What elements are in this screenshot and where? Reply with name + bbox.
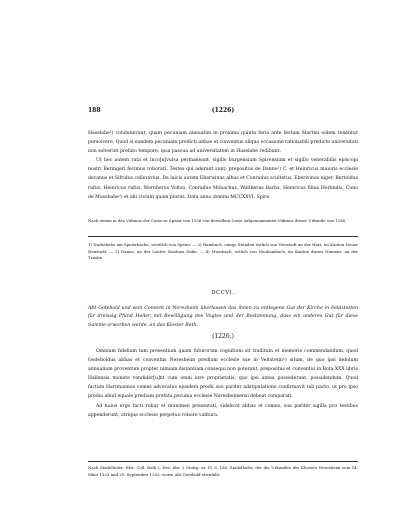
document-summary: Abt Gotebold und sein Convent in Neresheim überlassen das ihnen zu entlegene Gut der Kirche in Feldstetten für dreissig Pfund Heller, mit Bewilligung des Vogtes und der Bestimmung, dass ein anderes Gut für diese Summe erworben werde, an das Kloster Roth. (88, 306, 358, 328)
footnotes-previous: 1) Ducksbuhe am Speierbache, westlich von Speier. — 2) Hambach, einige Stunden östlich von Neustadt an der Hart, im Kanton Neuer Neustadt. — 3) Danne, an der Lauter, Kantons Dahn. — 4) Mussbach, östlich von Neuhambach, im Kanton dieses Namens, an der Traube. (88, 242, 358, 261)
running-year: (1226) (211, 107, 235, 114)
paragraph: Ad huius ergo facti robur et munimen presentati, videlicet abbas et comes, sua pariter sigilla pro testibus appenderunt, utrique ecclesie perpetuo robore valitura. (88, 403, 358, 418)
document-number: DCCVI. (211, 290, 235, 296)
footnote-divider (88, 461, 358, 462)
paragraph: Haselahe¹) condunerunt, quam pecuniam annuatim in proxima quinta feria ante festum Martini eidem tenentur persolvere. Quod si eandem pecuniam predicti abbas et conventus aliqua occasione rationabili predicte universitati non solverint prefato tempore, ipsa pascua ad universitatem in Haselahe redibunt. (88, 131, 359, 155)
page-number: 188 (88, 107, 101, 114)
document-year: (1226.) (212, 333, 234, 340)
previous-document-text (88, 129, 358, 202)
page-header (88, 107, 358, 117)
source-note-footer: Nach Stadelhofer, Hist. Coll. Roth I, Dec. libr. 2 Stuttg. ar. IV, S. 180. Stadelhofer, der die Urkunden des Klosters Neresheim vom 14. März 1333 und 25. September 1335, worin Abt Gotebold ebenfalls (88, 465, 358, 477)
paragraph: Ut hec autem rata et inco[n]vulsa permaneant, sigillo burgensium Spirensium et sigillo venerabilis episcopi nostri Beringeri fecimus roborari. Testes qui aderant sunt: prepositus de Danne²) C. et Heinricus maioris ecclesie decanus et Sifridus cellerarius. De laicis autem Eberwinus albus et Conradus scultetus, Eberwinus niger, Bertoldus rufus, Heinricus rufus, Wernherus Voltzo, Conradus Mönachus, Waltherus Barba, Heinricus filius Herlindis, Cuno de Mussbahe³) et alii civium quam plures. Data anno domini MCCXXVI, Spire. (88, 158, 358, 200)
footnote-divider (88, 236, 358, 237)
source-note: Nach einem in das Vidimus der Curie zu Speier von 1326 von derselben Curie aufgenommenen Vidimus dieser Urkunde von 1284. (88, 218, 347, 223)
paragraph: Omnium fidelium tam presentium quam futurorum cognitioni sit traditum et memorie commendandum, quod Godeboldus abbas et conventus Neresheim predium ecclesie sue in Veltstetin¹) situm, de quo ipsi debitum annualium proventum propter nimiam distantiam consequi non poterant, prepositus et conventui in Rota XXX libris Hallensis monete vendider[u]nt cum omni iure proprietatis, quo ipsi antea possederant, possidendum. Quod factum Hartmannus comes advocatus ejusdem predii suo pariter adstipulatione confirmavit tali pacto, ut pro ipso predio aliud equale predium prefata pecunia ecclesie Neresheimensi debeat comparari. (88, 349, 358, 400)
document-text (88, 347, 358, 420)
